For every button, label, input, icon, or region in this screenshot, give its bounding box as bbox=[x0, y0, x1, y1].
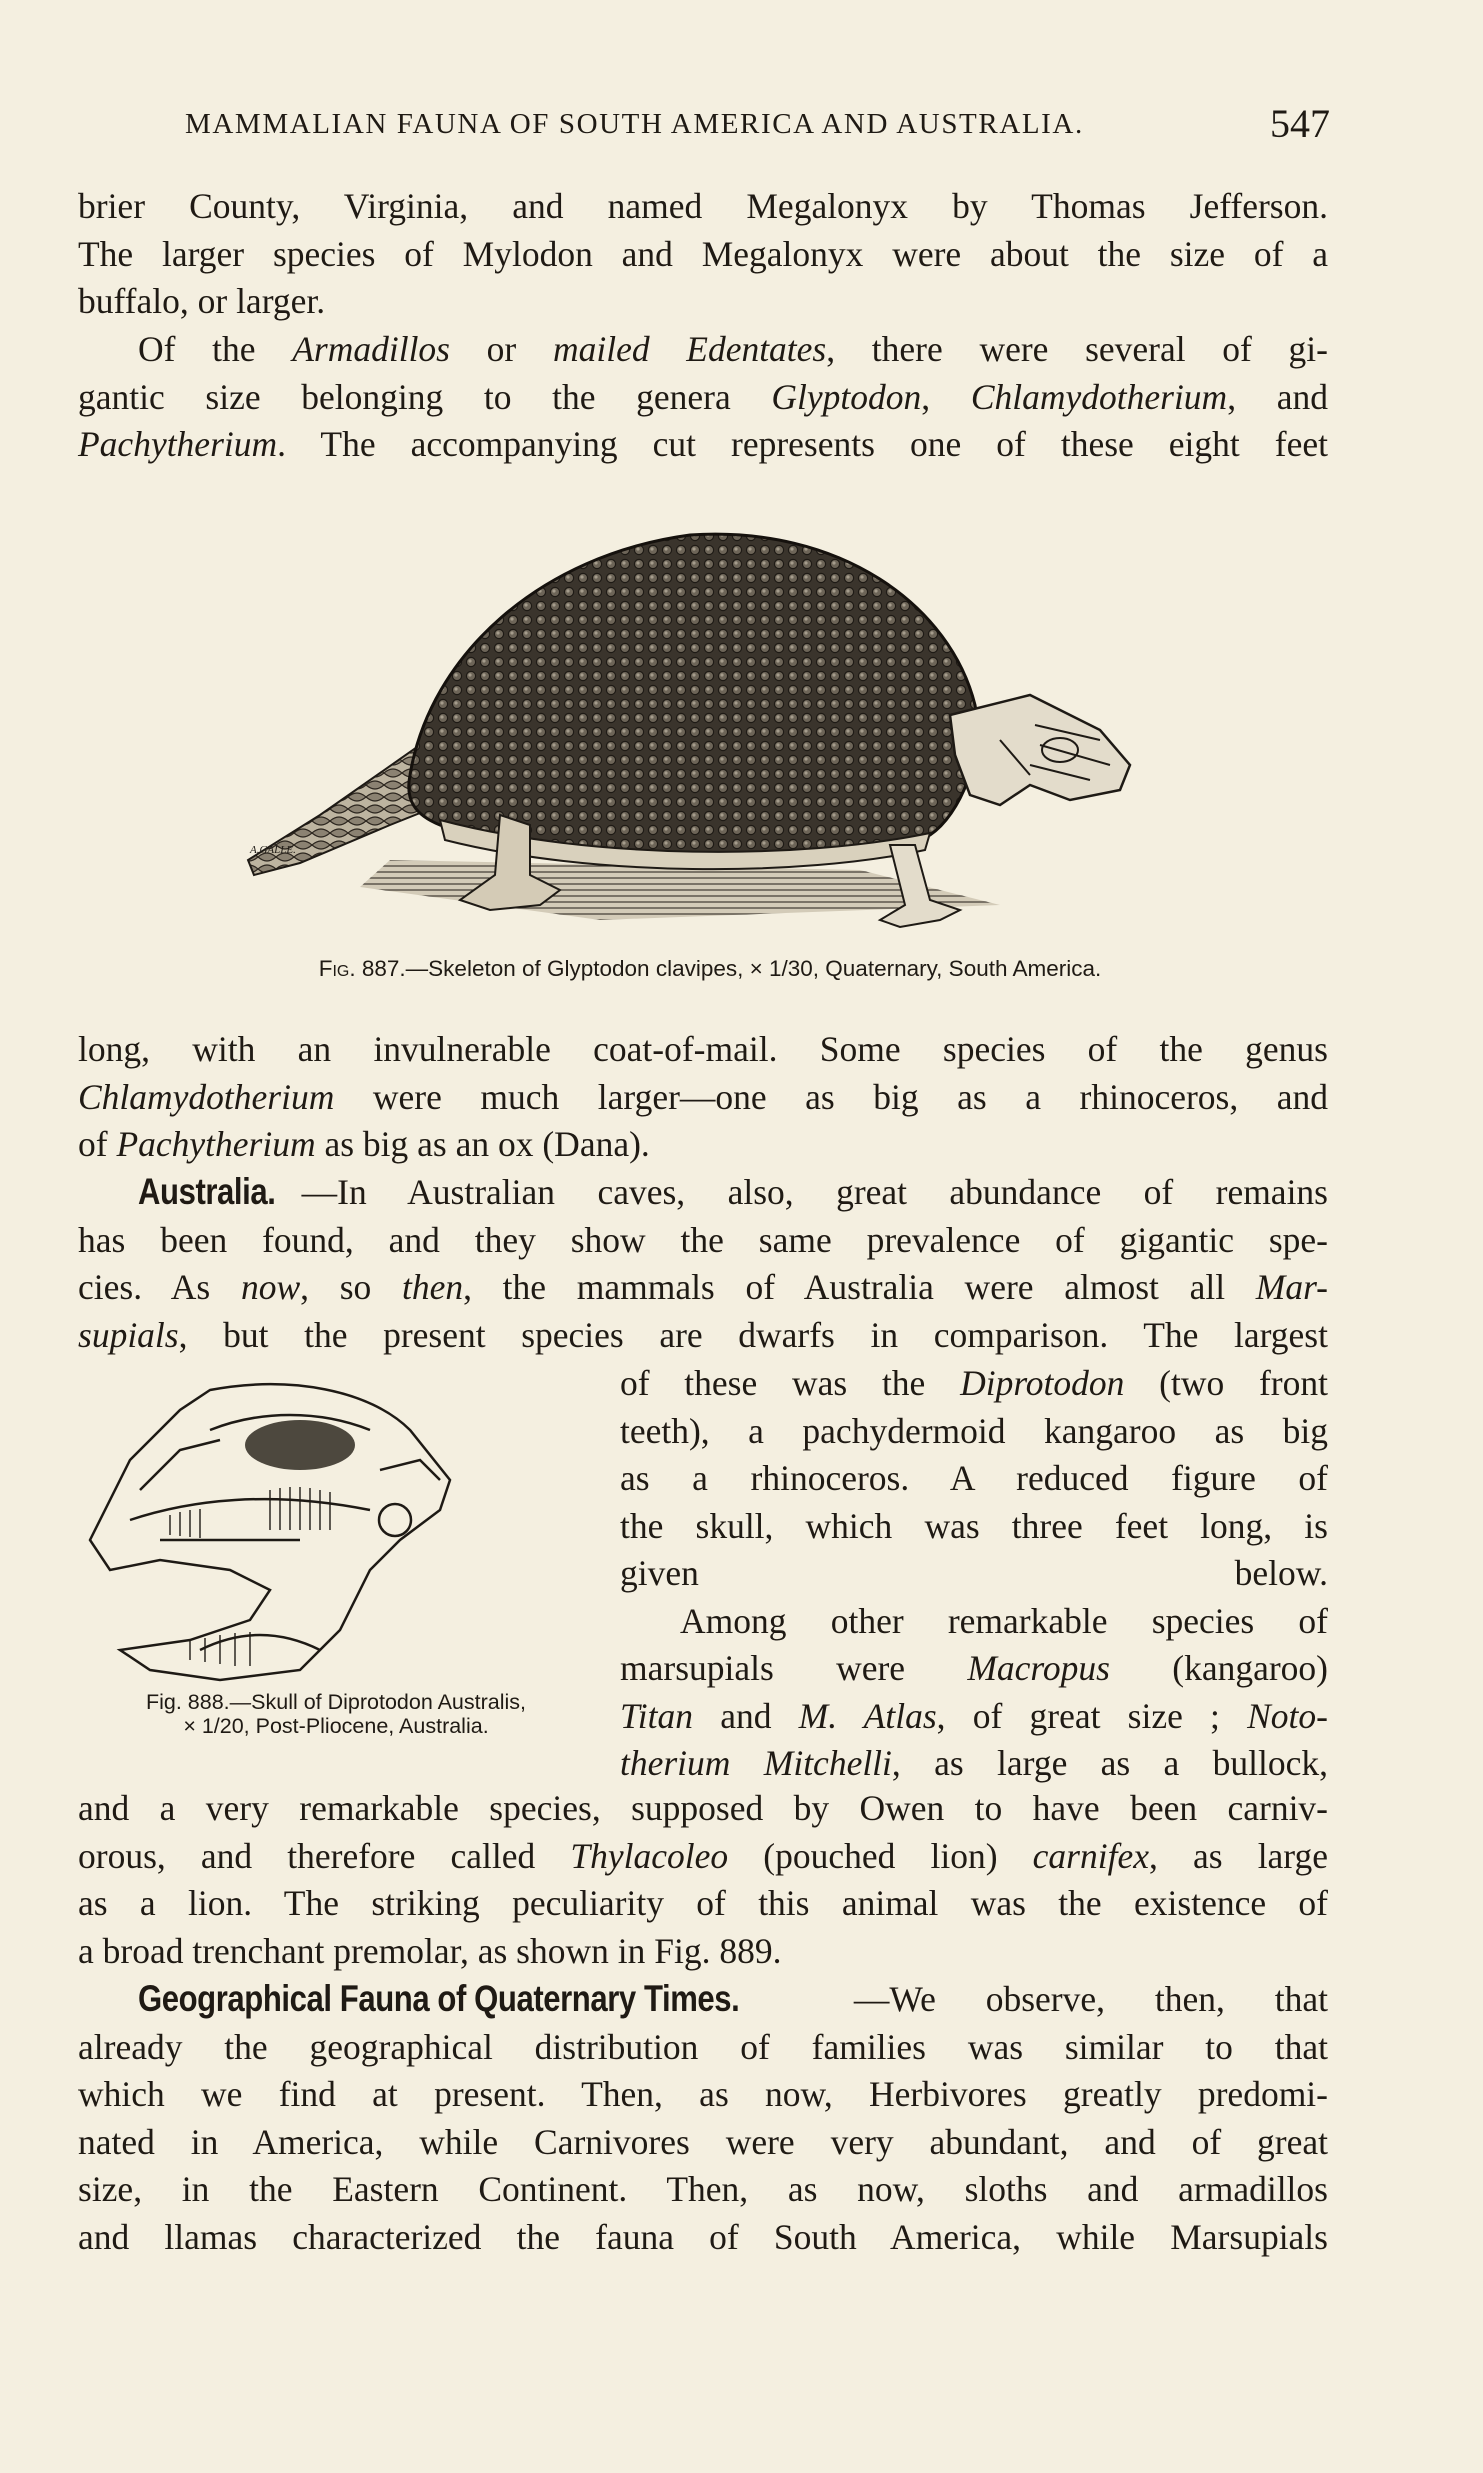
text-line: Titan and M. Atlas, of great size ; Noto- bbox=[620, 1695, 1328, 1736]
paragraph-chlamydotherium bbox=[78, 1026, 1328, 1169]
text-line: supials, but the present species are dwarfs in comparison. The largest bbox=[78, 1314, 1328, 1355]
text-line: teeth), a pachydermoid kangaroo as big bbox=[620, 1410, 1328, 1451]
running-header bbox=[185, 100, 1330, 150]
paragraph-australia bbox=[78, 1168, 1328, 1359]
text-line: brier County, Virginia, and named Megalonyx by Thomas Jefferson. bbox=[78, 186, 1328, 226]
text-line: of Pachytherium as big as an ox (Dana). bbox=[78, 1124, 650, 1164]
text-line: Of the Armadillos or mailed Edentates, there were several of gi- bbox=[138, 329, 1328, 369]
running-title: MAMMALIAN FAUNA OF SOUTH AMERICA AND AUSTRALIA. bbox=[185, 108, 1084, 140]
text-line: Australia. —In Australian caves, also, great abundance of remains bbox=[78, 1168, 1328, 1217]
caption-line: × 1/20, Post-Pliocene, Australia. bbox=[183, 1714, 489, 1738]
text-line: gantic size belonging to the genera Glyptodon, Chlamydotherium, and bbox=[78, 376, 1328, 417]
text-line: and llamas characterized the fauna of South America, while Marsupials bbox=[78, 2216, 1328, 2257]
text-line: Chlamydotherium were much larger—one as big as a rhinoceros, and bbox=[78, 1076, 1328, 1117]
section-heading-geographical: Geographical Fauna of Quaternary Times. bbox=[138, 1978, 740, 2019]
text-line: therium Mitchelli, as large as a bullock, bbox=[620, 1743, 1328, 1783]
text-line: Among other remarkable species of bbox=[680, 1600, 1328, 1641]
paragraph-megalonyx bbox=[78, 183, 1328, 326]
section-heading-australia: Australia. bbox=[138, 1171, 276, 1212]
paragraph-thylacoleo bbox=[78, 1785, 1328, 1975]
text-line: Pachytherium. The accompanying cut represents one of these eight feet bbox=[78, 424, 1328, 464]
figure-888-caption bbox=[76, 1690, 596, 1738]
engraver-mark: A.GALLE. bbox=[250, 844, 296, 856]
text-line: The larger species of Mylodon and Megalonyx were about the size of a bbox=[78, 233, 1328, 274]
text-line: the skull, which was three feet long, is bbox=[620, 1505, 1328, 1546]
paragraph-geographical-fauna bbox=[78, 1975, 1328, 2261]
diprotodon-skull-illustration bbox=[70, 1370, 610, 1690]
text-line: a broad trenchant premolar, as shown in Fig. 889. bbox=[78, 1930, 782, 1971]
text-line: nated in America, while Carnivores were very abundant, and of great bbox=[78, 2121, 1328, 2162]
text-line: long, with an invulnerable coat-of-mail. Some species of the genus bbox=[78, 1029, 1328, 1069]
paragraph-armadillos bbox=[78, 326, 1328, 469]
caption-line: Fig. 888.—Skull of Diprotodon Australis, bbox=[145, 1690, 527, 1714]
text-line: already the geographical distribution of families was similar to that bbox=[78, 2026, 1328, 2067]
text-line: as a lion. The striking peculiarity of this animal was the existence of bbox=[78, 1883, 1328, 1923]
text-line: orous, and therefore called Thylacoleo (pouched lion) carnifex, as large bbox=[78, 1835, 1328, 1876]
text-line: has been found, and they show the same prevalence of gigantic spe- bbox=[78, 1219, 1328, 1260]
text-line: of these was the Diprotodon (two front bbox=[620, 1363, 1328, 1403]
page-number: 547 bbox=[1270, 101, 1330, 146]
text-line: buffalo, or larger. bbox=[78, 281, 326, 321]
glyptodon-skeleton-illustration bbox=[240, 515, 1180, 945]
text-line: Geographical Fauna of Quaternary Times. —We observe, then, that bbox=[78, 1975, 1328, 2024]
text-line: which we find at present. Then, as now, Herbivores greatly predomi- bbox=[78, 2074, 1328, 2114]
text-line: marsupials were Macropus (kangaroo) bbox=[620, 1648, 1329, 1688]
text-line: as a rhinoceros. A reduced figure of bbox=[620, 1458, 1328, 1498]
text-line: and a very remarkable species, supposed by Owen to have been carniv- bbox=[78, 1788, 1328, 1828]
text-line: cies. As now, so then, the mammals of Australia were almost all Mar- bbox=[78, 1267, 1328, 1307]
figure-887-caption: Fig. 887.—Skeleton of Glyptodon clavipes, × 1/30, Quaternary, South America. bbox=[318, 956, 1102, 981]
paragraph-diprotodon bbox=[620, 1360, 1328, 1788]
text-line: size, in the Eastern Continent. Then, as now, sloths and armadillos bbox=[78, 2169, 1328, 2209]
text-line: given below. bbox=[620, 1553, 1328, 1593]
